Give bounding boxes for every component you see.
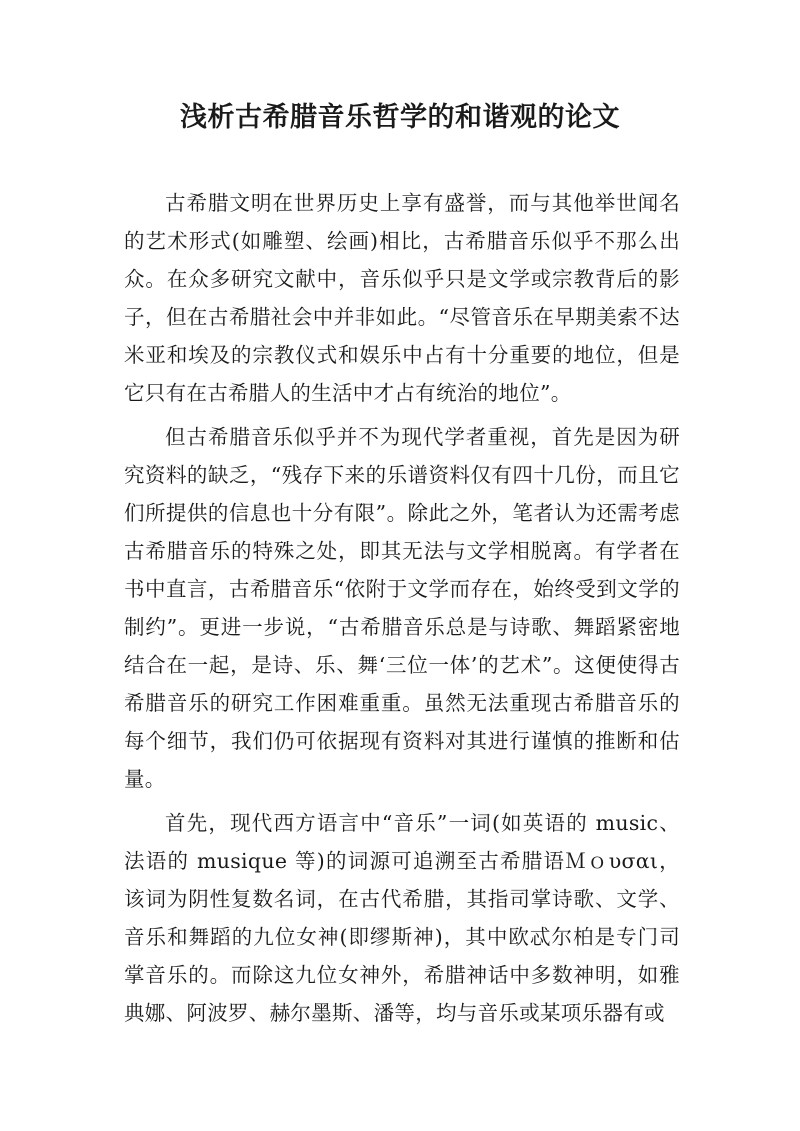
paragraph: 首先，现代西方语言中“音乐”一词(如英语的 music、法语的 musique 等)的词源可追溯至古希腊语Ｍｏυσαι，该词为阴性复数名词，在古代希腊，其指司掌诗歌、文学、音乐和舞蹈的九位女神(即缪斯神)，其中欧忒尔柏是专门司掌音乐的。而除这九位女神外，希腊神话中多数神明，如雅典娜、阿波罗、赫尔墨斯、潘等，均与音乐或某项乐器有或 xyxy=(124,811,680,1025)
paragraph: 古希腊文明在世界历史上享有盛誉，而与其他举世闻名的艺术形式(如雕塑、绘画)相比，古希腊音乐似乎不那么出众。在众多研究文献中，音乐似乎只是文学或宗教背后的影子，但在古希腊社会中并非如此。“尽管音乐在早期美索不达米亚和埃及的宗教仪式和娱乐中占有十分重要的地位，但是它只有在古希腊人的生活中才占有统治的地位”。 xyxy=(124,191,680,405)
document-title: 浅析古希腊音乐哲学的和谐观的论文 xyxy=(180,102,620,133)
paragraph: 但古希腊音乐似乎并不为现代学者重视，首先是因为研究资料的缺乏，“残存下来的乐谱资料仅有四十几份，而且它们所提供的信息也十分有限”。除此之外，笔者认为还需考虑古希腊音乐的特殊之处，即其无法与文学相脱离。有学者在书中直言，古希腊音乐“依附于文学而存在，始终受到文学的制约”。更进一步说，“古希腊音乐总是与诗歌、舞蹈紧密地结合在一起，是诗、乐、舞‘三位一体’的艺术”。这便使得古希腊音乐的研究工作困难重重。虽然无法重现古希腊音乐的每个细节，我们仍可依据现有资料对其进行谨慎的推断和估量。 xyxy=(124,425,680,791)
document-body xyxy=(124,184,680,1038)
